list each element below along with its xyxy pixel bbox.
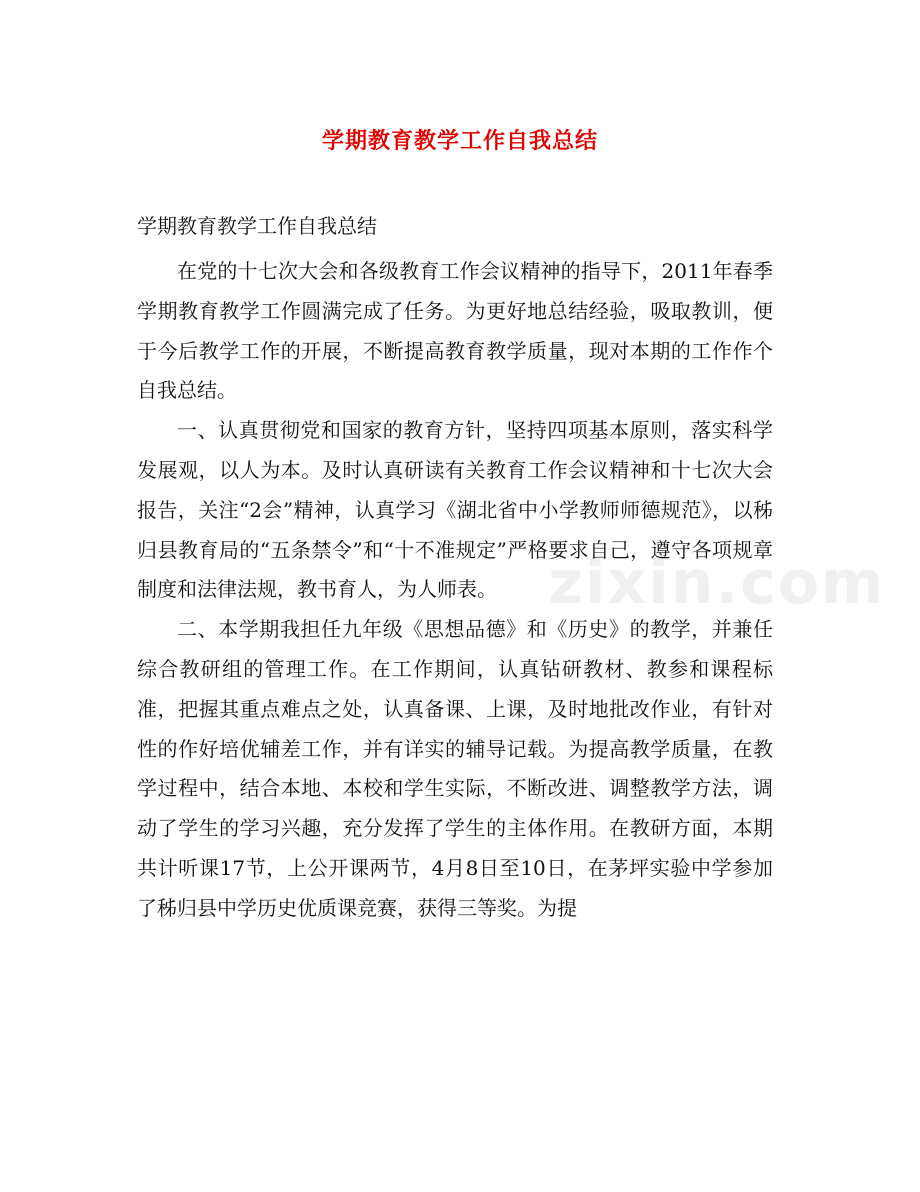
watermark-logo: zixin.com: [548, 548, 886, 618]
document-subtitle: 学期教育教学工作自我总结: [137, 214, 377, 238]
document-title: 学期教育教学工作自我总结: [321, 128, 598, 154]
document-body: [137, 252, 773, 929]
paragraph-section-1: 一、认真贯彻党和国家的教育方针，坚持四项基本原则，落实科学发展观，以人为本。及时认真研读有关教育工作会议精神和十七次大会报告，关注“2会”精神，认真学习《湖北省中小学教师师德规范》，以秭归县教育局的“五条禁令”和“十不准规定”严格要求自己，遵守各项规章制度和法律法规，教书育人，为人师表。: [137, 418, 773, 602]
paragraph-section-2: 二、本学期我担任九年级《思想品德》和《历史》的教学，并兼任综合教研组的管理工作。在工作期间，认真钻研教材、教参和课程标准，把握其重点难点之处，认真备课、上课，及时地批改作业，有针对性的作好培优辅差工作，并有详实的辅导记载。为提高教学质量，在教学过程中，结合本地、本校和学生实际，不断改进、调整教学方法，调动了学生的学习兴趣，充分发挥了学生的主体作用。在教研方面，本期共计听课17节，上公开课两节，4月8日至10日，在茅坪实验中学参加了秭归县中学历史优质课竞赛，获得三等奖。为提: [137, 617, 773, 920]
paragraph-intro: 在党的十七次大会和各级教育工作会议精神的指导下，2011年春季学期教育教学工作圆满完成了任务。为更好地总结经验，吸取教训，便于今后教学工作的开展，不断提高教育教学质量，现对本期的工作作个自我总结。: [137, 259, 773, 403]
